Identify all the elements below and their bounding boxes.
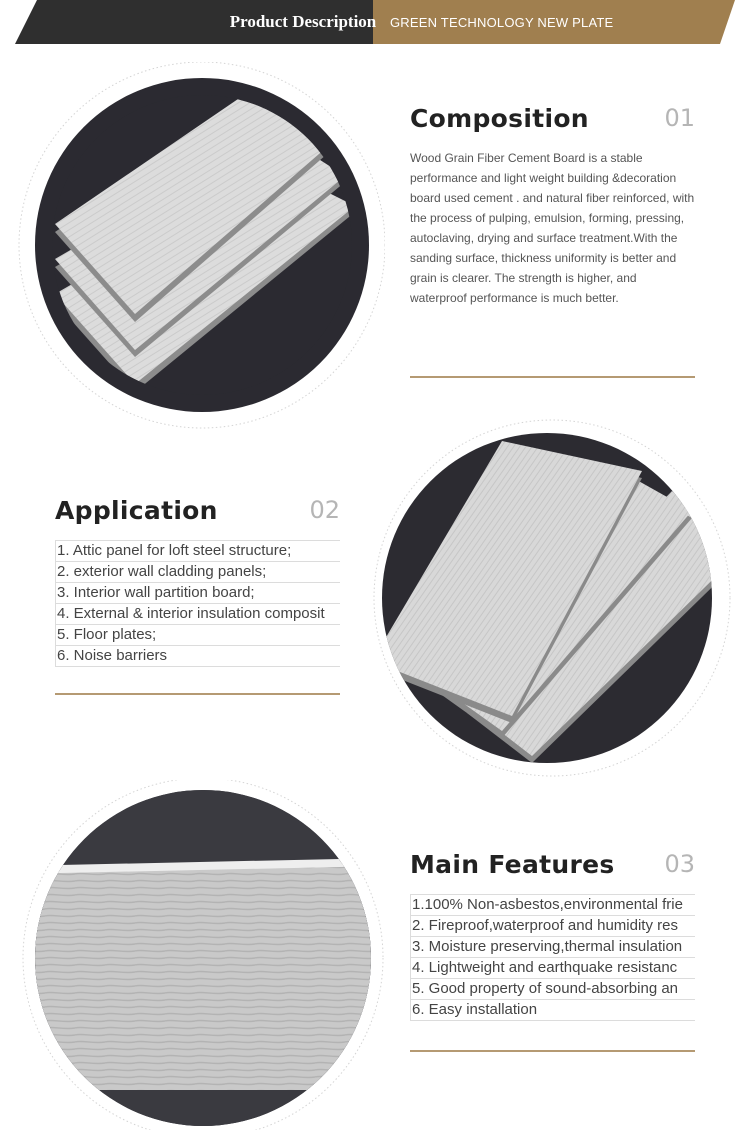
list-item: 2. Fireproof,waterproof and humidity res <box>410 915 695 936</box>
list-item: 2. exterior wall cladding panels; <box>55 561 340 582</box>
features-title: Main Features <box>410 850 615 879</box>
product-photo-fanned-boards <box>372 418 742 788</box>
composition-section <box>410 104 695 308</box>
application-title: Application <box>55 496 218 525</box>
product-photo-texture-closeup <box>15 780 385 1130</box>
composition-number: 01 <box>664 104 695 132</box>
composition-divider <box>410 376 695 378</box>
features-list <box>410 894 695 1021</box>
banner-title: Product Description <box>229 12 377 31</box>
product-photo-stacked-boards <box>15 62 385 432</box>
list-item: 6. Noise barriers <box>55 645 340 667</box>
list-item: 5. Good property of sound-absorbing an <box>410 978 695 999</box>
banner-subtitle: GREEN TECHNOLOGY NEW PLATE <box>390 15 614 30</box>
header-banner <box>15 0 735 44</box>
list-item: 5. Floor plates; <box>55 624 340 645</box>
features-section <box>410 850 695 1021</box>
application-list <box>55 540 340 667</box>
list-item: 3. Interior wall partition board; <box>55 582 340 603</box>
list-item: 3. Moisture preserving,thermal insulation <box>410 936 695 957</box>
application-number: 02 <box>309 496 340 524</box>
features-divider <box>410 1050 695 1052</box>
application-section <box>55 496 340 667</box>
list-item: 1. Attic panel for loft steel structure; <box>55 540 340 561</box>
list-item: 1.100% Non-asbestos,environmental frie <box>410 894 695 915</box>
list-item: 4. Lightweight and earthquake resistanc <box>410 957 695 978</box>
list-item: 4. External & interior insulation composit <box>55 603 340 624</box>
composition-text: Wood Grain Fiber Cement Board is a stable performance and light weight building &decoration board used cement . and natural fiber reinforced, with the process of pulping, emulsion, forming, pressing, autoclaving, drying and surface treatment.With the sanding surface, thickness uniformity is better and grain is clearer. The strength is higher, and waterproof performance is much better. <box>410 151 695 305</box>
list-item: 6. Easy installation <box>410 999 695 1021</box>
features-number: 03 <box>664 850 695 878</box>
application-divider <box>55 693 340 695</box>
composition-title: Composition <box>410 104 589 133</box>
